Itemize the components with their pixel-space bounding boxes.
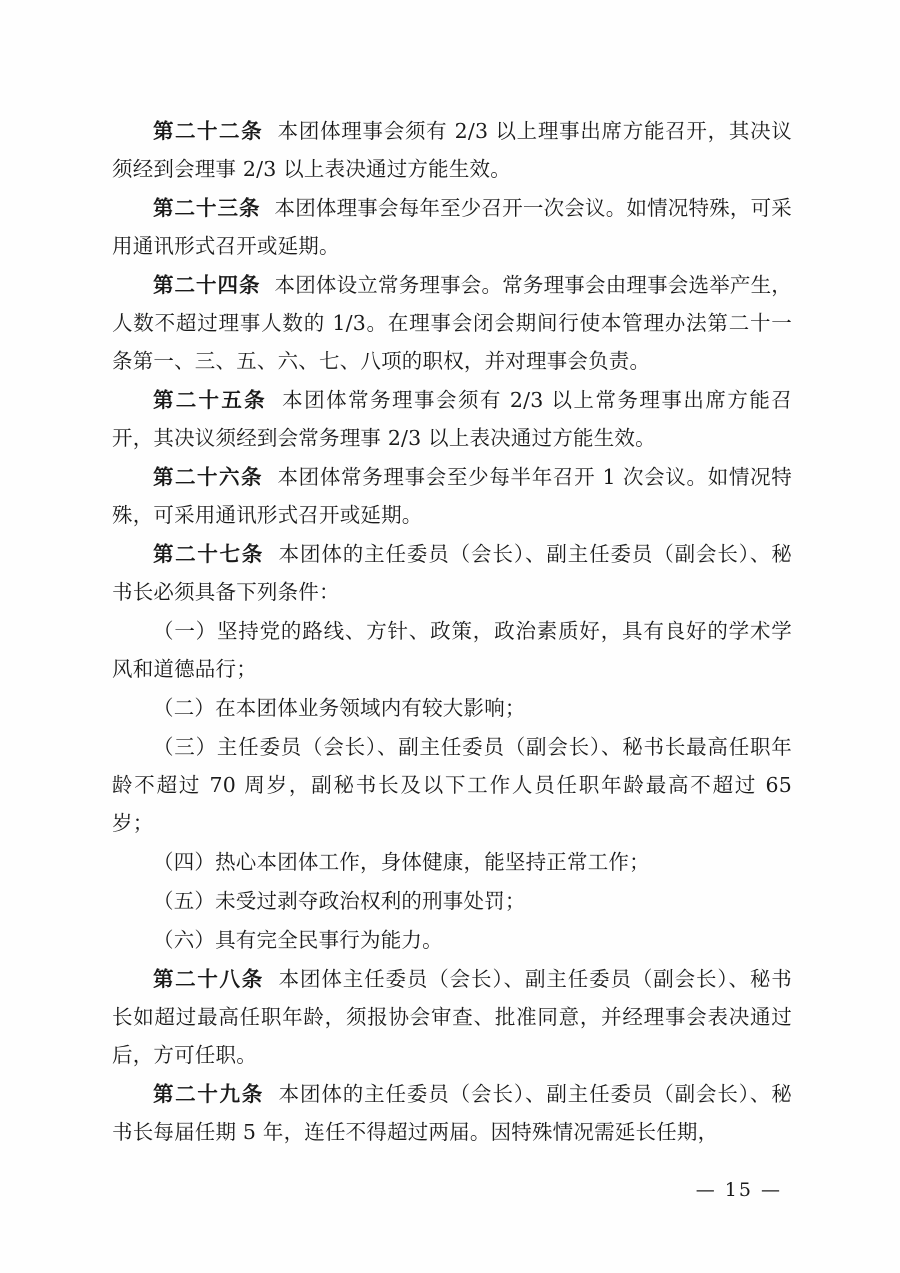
paragraph-article-27 bbox=[112, 535, 792, 611]
article-heading: 第二十九条 bbox=[153, 1082, 264, 1106]
article-text: 本团体理事会每年至少召开一次会议。如情况特殊，可采用通讯形式召开或延期。 bbox=[112, 196, 792, 258]
article-heading: 第二十六条 bbox=[153, 465, 263, 489]
article-text: 本团体理事会须有 2/3 以上理事出席方能召开，其决议须经到会理事 2/3 以上表决通过方能生效。 bbox=[112, 119, 792, 181]
article-heading: 第二十八条 bbox=[153, 967, 264, 991]
paragraph-article-29 bbox=[112, 1075, 792, 1151]
list-item-text: （六）具有完全民事行为能力。 bbox=[153, 928, 443, 952]
paragraph-article-28 bbox=[112, 960, 792, 1074]
article-heading: 第二十五条 bbox=[153, 388, 267, 412]
list-item-article-27-3 bbox=[112, 728, 792, 842]
paragraph-article-26 bbox=[112, 458, 792, 534]
article-heading: 第二十四条 bbox=[153, 273, 261, 297]
article-heading: 第二十二条 bbox=[153, 119, 264, 143]
page-number: — 15 — bbox=[695, 1179, 782, 1201]
list-item-text: （一）坚持党的路线、方针、政策，政治素质好，具有良好的学术学风和道德品行； bbox=[112, 619, 792, 681]
paragraph-article-23 bbox=[112, 189, 792, 265]
list-item-text: （四）热心本团体工作，身体健康，能坚持正常工作； bbox=[153, 850, 650, 874]
paragraph-article-22 bbox=[112, 112, 792, 188]
article-text: 本团体的主任委员（会长）、副主任委员（副会长）、秘书长必须具备下列条件： bbox=[112, 542, 793, 604]
list-item-article-27-5 bbox=[112, 882, 792, 920]
list-item-text: （三）主任委员（会长）、副主任委员（副会长）、秘书长最高任职年龄不超过 70 周岁，副秘书长及以下工作人员任职年龄最高不超过 65 岁； bbox=[112, 735, 792, 835]
article-text: 本团体常务理事会至少每半年召开 1 次会议。如情况特殊，可采用通讯形式召开或延期。 bbox=[112, 465, 792, 527]
list-item-text: （五）未受过剥夺政治权利的刑事处罚； bbox=[153, 889, 526, 913]
article-text: 本团体的主任委员（会长）、副主任委员（副会长）、秘书长每届任期 5 年，连任不得超过两届。因特殊情况需延长任期， bbox=[112, 1082, 793, 1144]
article-text: 本团体常务理事会须有 2/3 以上常务理事出席方能召开，其决议须经到会常务理事 2/3 以上表决通过方能生效。 bbox=[112, 388, 792, 450]
article-heading: 第二十三条 bbox=[153, 196, 261, 220]
list-item-article-27-6 bbox=[112, 921, 792, 959]
article-text: 本团体设立常务理事会。常务理事会由理事会选举产生，人数不超过理事人数的 1/3。在理事会闭会期间行使本管理办法第二十一条第一、三、五、六、七、八项的职权，并对理事会负责。 bbox=[112, 273, 792, 373]
paragraph-article-24 bbox=[112, 266, 792, 380]
article-heading: 第二十七条 bbox=[153, 542, 264, 566]
list-item-article-27-1 bbox=[112, 612, 792, 688]
list-item-text: （二）在本团体业务领域内有较大影响； bbox=[153, 696, 526, 720]
paragraph-article-25 bbox=[112, 381, 792, 457]
article-text: 本团体主任委员（会长）、副主任委员（副会长）、秘书长如超过最高任职年龄，须报协会审查、批准同意，并经理事会表决通过后，方可任职。 bbox=[112, 967, 793, 1067]
list-item-article-27-4 bbox=[112, 843, 792, 881]
document-body bbox=[112, 112, 792, 1152]
list-item-article-27-2 bbox=[112, 689, 792, 727]
